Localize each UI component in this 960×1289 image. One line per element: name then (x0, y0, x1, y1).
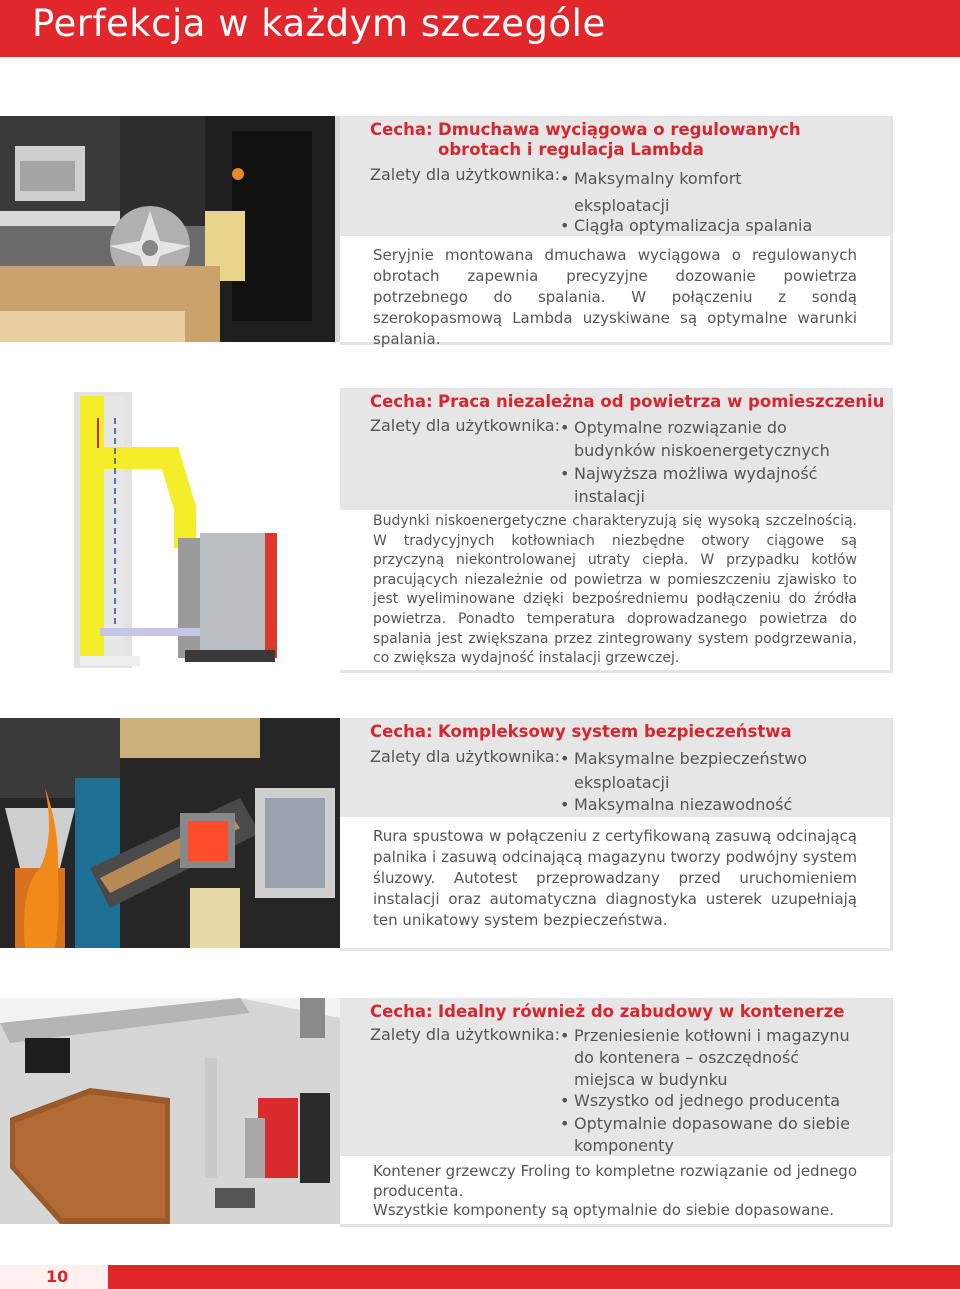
feature-name-line1: Dmuchawa wyciągowa o regulowanych (438, 120, 801, 139)
bullet-icon: • (560, 1026, 570, 1045)
page-header (0, 0, 960, 57)
benefit-item: • Najwyższa możliwa wydajność instalacji (560, 464, 818, 506)
room-independent-air-duct-illustration (0, 388, 340, 670)
benefits-label: Zalety dla użytkownika: (370, 747, 560, 766)
feature-name-line1: Praca niezależna od powietrza w pomieszczeniu (438, 392, 885, 411)
bullet-icon: • (560, 1114, 570, 1133)
feature-section-2 (0, 388, 892, 673)
feature-description: Budynki niskoenergetyczne charakteryzują się wysoką szczelnością. W tradycyjnych kotłowniach niezbędne otwory ciągowe są przyczyną niekontrolowanej utraty ciepła. W przypadku kotłów pracujących niezależnie od powietrza w pomieszczeniu zjawisko to jest wyeliminowane dzięki bezpośredniemu podłączeniu do źródła powietrza. Ponadto temperatura doprowadzanego powietrza do spalania jest zwiększana przez zintegrowany system podgrzewania, co zwiększa wydajność instalacji grzewczej. (373, 513, 857, 667)
feature-card-3 (340, 718, 893, 951)
feature-section-4 (0, 998, 892, 1228)
benefits-label: Zalety dla użytkownika: (370, 1025, 560, 1044)
benefits-label: Zalety dla użytkownika: (370, 165, 560, 184)
feature-label: Cecha: (370, 120, 433, 139)
feature-card-1 (340, 116, 893, 348)
feature-description-2: Wszystkie komponenty są optymalnie do siebie dopasowane. (373, 1201, 834, 1219)
benefits-label: Zalety dla użytkownika: (370, 416, 560, 435)
feature-title (370, 120, 801, 159)
feature-title (370, 392, 885, 412)
bullet-icon: • (560, 216, 570, 235)
benefit-item: • Optymalne rozwiązanie do budynków niskoenergetycznych (560, 418, 830, 460)
feature-description: Seryjnie montowana dmuchawa wyciągowa o regulowanych obrotach zapewnia precyzyjne dozowanie powietrza potrzebnego do spalania. W połączeniu z sondą szerokopasmową Lambda uzyskiwane są optymalne warunki spalania. (373, 246, 857, 348)
bullet-icon: • (560, 418, 570, 437)
feature-label: Cecha: (370, 722, 433, 741)
page-title: Perfekcja w każdym szczególe (32, 2, 606, 45)
bullet-icon: • (560, 1091, 570, 1110)
benefit-item: • Wszystko od jednego producenta (560, 1091, 841, 1110)
bullet-icon: • (560, 169, 570, 188)
feature-label: Cecha: (370, 392, 433, 411)
feature-label: Cecha: (370, 1002, 433, 1021)
feature-section-3 (0, 718, 892, 953)
benefit-item: • Maksymalny komfort eksploatacji (574, 165, 742, 219)
bullet-icon: • (560, 464, 570, 483)
benefit-item: • Maksymalna niezawodność (560, 795, 793, 814)
feature-card-4 (340, 998, 893, 1227)
feature-name-line2: obrotach i regulacja Lambda (438, 140, 704, 159)
safety-system-illustration (0, 718, 340, 948)
page-number: 10 (46, 1267, 69, 1286)
feature-name-line1: Kompleksowy system bezpieczeństwa (438, 722, 792, 741)
feature-title (370, 1002, 845, 1022)
feature-description: Kontener grzewczy Froling to kompletne rozwiązanie od jednego producenta. (373, 1162, 857, 1200)
bullet-icon: • (560, 795, 570, 814)
bullet-icon: • (560, 749, 570, 768)
benefit-item: • Maksymalne bezpieczeństwo eksploatacji (560, 749, 808, 792)
page-footer-bar (0, 1265, 960, 1289)
page-number-box (0, 1265, 108, 1289)
feature-title (370, 722, 792, 742)
benefit-item: • Przeniesienie kotłowni i magazynu do kontenera – oszczędność miejsca w budynku (560, 1026, 850, 1089)
exhaust-fan-illustration (0, 116, 340, 342)
feature-name-line1: Idealny również do zabudowy w kontenerze (438, 1002, 845, 1021)
container-boiler-room-illustration (0, 998, 340, 1224)
benefit-item: • Ciągła optymalizacja spalania (560, 216, 813, 235)
benefit-item: • Optymalnie dopasowane do siebie komponenty (560, 1114, 850, 1155)
feature-card-2 (340, 388, 893, 673)
feature-section-1 (0, 116, 892, 346)
feature-description: Rura spustowa w połączeniu z certyfikowaną zasuwą odcinającą palnika i zasuwą odcinającą magazynu tworzy podwójny system śluzowy. Autotest przeprowadzany przed uruchomieniem instalacji oraz automatyczna diagnostyka usterek uzupełniają ten unikatowy system bezpieczeństwa. (373, 827, 857, 929)
